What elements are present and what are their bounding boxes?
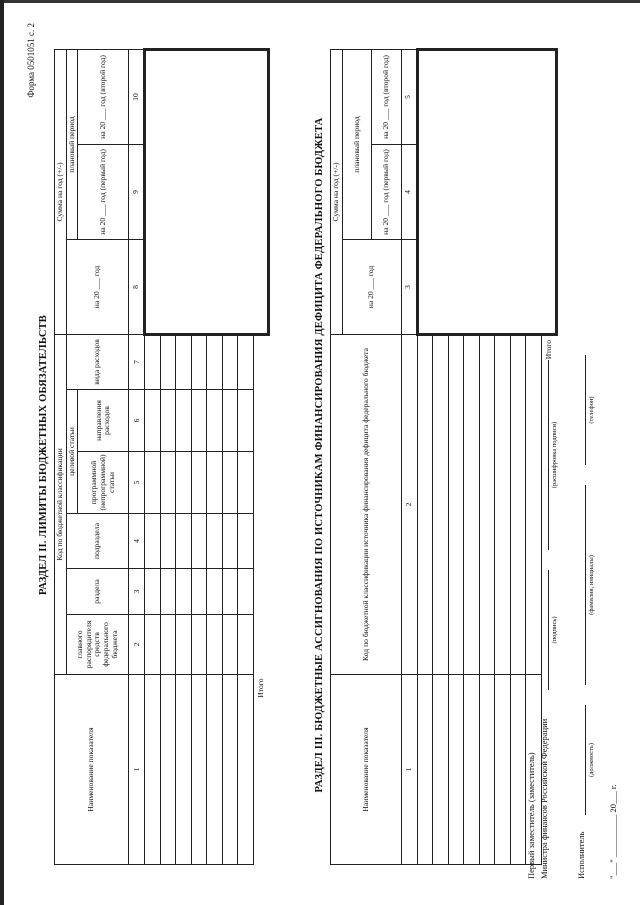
sig-executor: Исполнитель	[576, 831, 586, 879]
s2-sum-block	[145, 49, 269, 334]
s2-num: 5	[129, 452, 145, 514]
s2-num: 1	[129, 675, 145, 865]
sig-line-decode	[548, 360, 549, 550]
rotated-form-sheet	[18, 15, 630, 895]
s3-h-first: на 20 ___ год (первый год)	[372, 145, 402, 240]
s2-h-subsection: подраздела	[66, 514, 129, 569]
s3-h-code: Код по бюджетной классификации источника финансирования дефицита федерального бюджета	[331, 335, 402, 675]
s3-h-sum: Сумма на год (+/-)	[331, 50, 343, 335]
s2-h-second: на 20 ___ год (второй год)	[78, 49, 129, 144]
s3-sum-block	[417, 50, 556, 335]
sig-line-sign	[548, 570, 549, 690]
s2-h-main-manager: главного распорядителя средств федерального бюджета	[66, 615, 129, 675]
cap-phone: (телефон)	[588, 396, 595, 424]
s3-h-plan: плановый период	[342, 50, 372, 240]
cap-name: (фамилия, инициалы)	[588, 555, 595, 615]
s2-num: 6	[129, 390, 145, 452]
s3-itogo: Итого	[543, 340, 553, 360]
form-number: Форма 0501051 с. 2	[26, 23, 36, 98]
s2-num: 3	[129, 569, 145, 615]
s2-num: 7	[129, 334, 145, 389]
sig-ministry: Министра финансов Российской Федерации	[539, 718, 549, 879]
s2-h-expense-type: вида расходов	[66, 334, 129, 389]
s2-num: 8	[129, 239, 145, 334]
s3-num: 2	[401, 335, 417, 675]
s2-h-program: программной (непрограммной) статьи	[78, 452, 129, 514]
section3-table	[330, 48, 558, 865]
section3-title: РАЗДЕЛ III. БЮДЖЕТНЫЕ АССИГНОВАНИЯ ПО ИСТОЧНИКАМ ФИНАНСИРОВАНИЯ ДЕФИЦИТА ФЕДЕРАЛЬНОГО БЮДЖЕТА	[314, 117, 325, 793]
s2-h-code: Код по бюджетной классификации	[55, 334, 67, 674]
s3-h-year: на 20 ___ год	[342, 240, 401, 335]
s3-num: 3	[401, 240, 417, 335]
s2-num: 10	[129, 49, 145, 144]
s3-h-second: на 20 ___ год (второй год)	[372, 50, 402, 145]
cap-decode: (расшифровка подписи)	[551, 421, 558, 489]
s2-h-first: на 20 ___ год (первый год)	[78, 144, 129, 239]
sig-deputy: Первый заместитель (заместитель)	[526, 752, 536, 879]
cap-position: (должность)	[588, 742, 595, 778]
s2-h-direction: направления расходов	[78, 390, 129, 452]
section2-title: РАЗДЕЛ II. ЛИМИТЫ БЮДЖЕТНЫХ ОБЯЗАТЕЛЬСТВ	[38, 314, 49, 596]
sig-date: "___" __________ 20___ г.	[608, 784, 618, 879]
s2-h-plan: плановый период	[66, 49, 78, 239]
s3-h-name: Наименование показателя	[331, 675, 402, 865]
section2-table	[54, 48, 270, 865]
line-name	[585, 485, 586, 685]
s2-num: 9	[129, 144, 145, 239]
cap-sign: (подпись)	[551, 616, 558, 644]
s3-num: 4	[401, 145, 417, 240]
s3-num: 5	[401, 50, 417, 145]
s2-h-year: на 20 ___ год	[66, 239, 129, 334]
s2-num: 4	[129, 514, 145, 569]
s2-h-section: раздела	[66, 569, 129, 615]
s3-num: 1	[401, 675, 417, 865]
s2-h-name: Наименование показателя	[55, 675, 129, 865]
s2-num: 2	[129, 615, 145, 675]
s2-itogo: Итого	[255, 678, 265, 698]
s2-h-sum: Сумма на год (+/-)	[55, 49, 67, 334]
s2-h-target: целевой статьи	[66, 390, 78, 514]
line-position	[585, 705, 586, 815]
line-phone	[585, 355, 586, 465]
